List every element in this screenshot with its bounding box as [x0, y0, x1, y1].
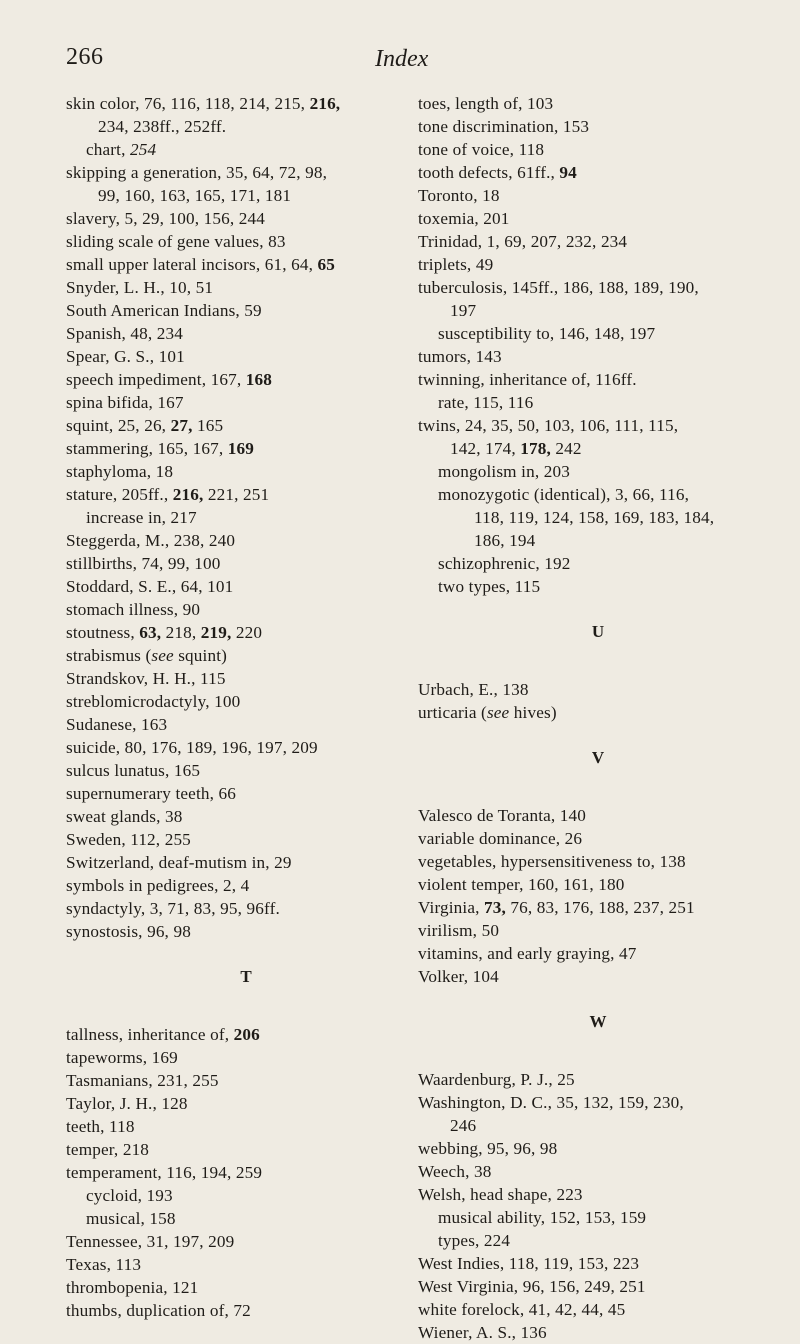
- entry-text: twins, 24, 35, 50, 103, 106, 111, 115,: [418, 416, 679, 435]
- entry-text: 246: [450, 1116, 477, 1135]
- index-entry: [418, 1321, 778, 1344]
- index-entry: [66, 920, 426, 943]
- index-entry: [66, 529, 426, 552]
- index-entry: [66, 483, 426, 506]
- index-entry: [66, 1092, 426, 1115]
- entry-text: tapeworms, 169: [66, 1048, 178, 1067]
- entry-text: thumbs, duplication of, 72: [66, 1301, 251, 1320]
- italic-reference: see: [151, 646, 174, 665]
- index-entry: [66, 1276, 426, 1299]
- index-entry: [418, 1091, 778, 1114]
- index-entry: [66, 828, 426, 851]
- index-entry: [418, 827, 778, 850]
- entry-text: slavery, 5, 29, 100, 156, 244: [66, 209, 265, 228]
- bold-page-reference: 178,: [520, 439, 551, 458]
- index-entry: [66, 1253, 426, 1276]
- index-entry: [418, 414, 778, 437]
- entry-text: cycloid, 193: [86, 1186, 173, 1205]
- entry-text: thrombopenia, 121: [66, 1278, 199, 1297]
- entry-text: 99, 160, 163, 165, 171, 181: [98, 186, 292, 205]
- entry-text: West Virginia, 96, 156, 249, 251: [418, 1277, 646, 1296]
- entry-text: Welsh, head shape, 223: [418, 1185, 583, 1204]
- index-entry: [66, 299, 426, 322]
- index-entry: [418, 701, 778, 724]
- entry-text: stammering, 165, 167,: [66, 439, 228, 458]
- running-title: Index: [375, 46, 429, 72]
- bold-page-reference: 94: [559, 163, 577, 182]
- index-entry: [66, 322, 426, 345]
- index-entry: [66, 368, 426, 391]
- index-entry: [66, 460, 426, 483]
- index-entry: [418, 965, 778, 988]
- entry-text: mongolism in, 203: [438, 462, 570, 481]
- index-entry: [418, 161, 778, 184]
- index-entry: [418, 184, 778, 207]
- entry-text: tooth defects, 61ff.,: [418, 163, 560, 182]
- entry-text: variable dominance, 26: [418, 829, 583, 848]
- index-entry: [418, 1160, 778, 1183]
- index-subentry: [418, 575, 778, 598]
- index-subentry: [418, 460, 778, 483]
- index-entry: [66, 552, 426, 575]
- entry-text: sulcus lunatus, 165: [66, 761, 201, 780]
- index-entry: [66, 1069, 426, 1092]
- index-entry: [66, 345, 426, 368]
- index-entry: [418, 919, 778, 942]
- entry-text: webbing, 95, 96, 98: [418, 1139, 558, 1158]
- index-column-left: [66, 92, 426, 1322]
- index-entry: [418, 942, 778, 965]
- index-entry: [418, 207, 778, 230]
- entry-text: squint, 25, 26,: [66, 416, 171, 435]
- index-entry: [66, 276, 426, 299]
- index-entry: [418, 115, 778, 138]
- entry-text: Wiener, A. S., 136: [418, 1323, 547, 1342]
- entry-text: streblomicrodactyly, 100: [66, 692, 241, 711]
- index-entry: [66, 253, 426, 276]
- entry-text: monozygotic (identical), 3, 66, 116,: [438, 485, 690, 504]
- entry-text: skin color, 76, 116, 118, 214, 215,: [66, 94, 310, 113]
- entry-text: skipping a generation, 35, 64, 72, 98,: [66, 163, 328, 182]
- index-entry: [418, 850, 778, 873]
- entry-text: Valesco de Toranta, 140: [418, 806, 587, 825]
- entry-text: supernumerary teeth, 66: [66, 784, 237, 803]
- index-entry: [66, 759, 426, 782]
- index-entry: [66, 161, 426, 184]
- index-entry: [418, 368, 778, 391]
- index-entry: [418, 138, 778, 161]
- index-entry: [66, 598, 426, 621]
- entry-text: Toronto, 18: [418, 186, 500, 205]
- entry-text: Tasmanians, 231, 255: [66, 1071, 219, 1090]
- index-subentry: [66, 138, 426, 161]
- index-subentry: [66, 1207, 426, 1230]
- entry-text: tone of voice, 118: [418, 140, 545, 159]
- index-entry: [418, 253, 778, 276]
- entry-text: sweat glands, 38: [66, 807, 183, 826]
- entry-text: stillbirths, 74, 99, 100: [66, 554, 221, 573]
- index-subentry: [66, 506, 426, 529]
- entry-text: tallness, inheritance of,: [66, 1025, 234, 1044]
- bold-page-reference: 206: [233, 1025, 260, 1044]
- entry-text: Sweden, 112, 255: [66, 830, 191, 849]
- index-entry: [66, 575, 426, 598]
- index-entry: [418, 345, 778, 368]
- index-entry: [66, 1299, 426, 1322]
- entry-text: speech impediment, 167,: [66, 370, 246, 389]
- entry-text: Taylor, J. H., 128: [66, 1094, 188, 1113]
- index-entry: [66, 644, 426, 667]
- bold-page-reference: 216,: [172, 485, 204, 504]
- entry-text: temperament, 116, 194, 259: [66, 1163, 263, 1182]
- entry-text: urticaria (: [418, 703, 487, 722]
- entry-text: small upper lateral incisors, 61, 64,: [66, 255, 318, 274]
- index-entry: [66, 230, 426, 253]
- entry-text: 142, 174,: [450, 439, 521, 458]
- entry-text: Weech, 38: [418, 1162, 492, 1181]
- index-entry: [66, 1023, 426, 1046]
- entry-text: Spanish, 48, 234: [66, 324, 183, 343]
- entry-text: vitamins, and early graying, 47: [418, 944, 637, 963]
- entry-text: 218,: [161, 623, 201, 642]
- entry-text: tuberculosis, 145ff., 186, 188, 189, 190,: [418, 278, 699, 297]
- entry-text: sliding scale of gene values, 83: [66, 232, 286, 251]
- entry-text: West Indies, 118, 119, 153, 223: [418, 1254, 640, 1273]
- entry-text: types, 224: [438, 1231, 511, 1250]
- index-column-right: [418, 92, 778, 1344]
- entry-text: 186, 194: [474, 531, 536, 550]
- entry-text: Stoddard, S. E., 64, 101: [66, 577, 234, 596]
- entry-text: Urbach, E., 138: [418, 680, 529, 699]
- entry-text: Steggerda, M., 238, 240: [66, 531, 236, 550]
- index-entry: [66, 736, 426, 759]
- index-entry-continuation: [418, 1114, 778, 1137]
- entry-text: 220: [231, 623, 263, 642]
- entry-text: toes, length of, 103: [418, 94, 554, 113]
- entry-text: white forelock, 41, 42, 44, 45: [418, 1300, 626, 1319]
- index-entry: [66, 1230, 426, 1253]
- index-entry-continuation: [418, 437, 778, 460]
- entry-text: spina bifida, 167: [66, 393, 184, 412]
- entry-text: vegetables, hypersensitiveness to, 138: [418, 852, 686, 871]
- entry-text: squint): [173, 646, 228, 665]
- italic-reference: see: [486, 703, 510, 722]
- entry-text: symbols in pedigrees, 2, 4: [66, 876, 250, 895]
- bold-page-reference: 27,: [170, 416, 193, 435]
- entry-text: Trinidad, 1, 69, 207, 232, 234: [418, 232, 628, 251]
- index-entry: [66, 1115, 426, 1138]
- entry-text: tumors, 143: [418, 347, 502, 366]
- entry-text: 197: [450, 301, 477, 320]
- index-entry: [66, 414, 426, 437]
- entry-text: Strandskov, H. H., 115: [66, 669, 226, 688]
- bold-page-reference: 169: [227, 439, 255, 458]
- bold-page-reference: 219,: [200, 623, 232, 642]
- index-entry: [418, 873, 778, 896]
- entry-text: susceptibility to, 146, 148, 197: [438, 324, 656, 343]
- index-entry: [418, 1183, 778, 1206]
- entry-text: strabismus (: [66, 646, 152, 665]
- index-subentry: [418, 483, 778, 506]
- index-entry: [66, 207, 426, 230]
- index-entry: [418, 1252, 778, 1275]
- index-entry: [66, 690, 426, 713]
- entry-text: 221, 251: [203, 485, 270, 504]
- index-entry: [66, 897, 426, 920]
- index-entry: [418, 1298, 778, 1321]
- entry-text: tone discrimination, 153: [418, 117, 590, 136]
- entry-text: 242: [550, 439, 582, 458]
- entry-text: two types, 115: [438, 577, 541, 596]
- index-entry-continuation: [66, 115, 426, 138]
- index-subentry: [418, 1206, 778, 1229]
- index-entry-continuation: [418, 506, 778, 529]
- entry-text: Washington, D. C., 35, 132, 159, 230,: [418, 1093, 684, 1112]
- entry-text: stoutness,: [66, 623, 140, 642]
- entry-text: musical ability, 152, 153, 159: [438, 1208, 647, 1227]
- page-number: 266: [66, 44, 104, 70]
- index-entry: [66, 1046, 426, 1069]
- index-entry: [66, 667, 426, 690]
- index-subentry: [418, 391, 778, 414]
- entry-text: 76, 83, 176, 188, 237, 251: [505, 898, 695, 917]
- entry-text: twinning, inheritance of, 116ff.: [418, 370, 637, 389]
- index-entry: [418, 804, 778, 827]
- index-entry: [66, 713, 426, 736]
- index-entry: [418, 1137, 778, 1160]
- index-entry: [66, 874, 426, 897]
- entry-text: schizophrenic, 192: [438, 554, 571, 573]
- entry-text: chart,: [86, 140, 130, 159]
- entry-text: Tennessee, 31, 197, 209: [66, 1232, 235, 1251]
- entry-text: hives): [509, 703, 557, 722]
- index-subentry: [418, 552, 778, 575]
- bold-page-reference: 73,: [484, 898, 506, 917]
- entry-text: Sudanese, 163: [66, 715, 168, 734]
- entry-text: Snyder, L. H., 10, 51: [66, 278, 214, 297]
- entry-text: toxemia, 201: [418, 209, 510, 228]
- index-entry-continuation: [66, 184, 426, 207]
- index-entry: [418, 1068, 778, 1091]
- bold-page-reference: 168: [245, 370, 272, 389]
- entry-text: virilism, 50: [418, 921, 500, 940]
- entry-text: musical, 158: [86, 1209, 176, 1228]
- index-subentry: [418, 1229, 778, 1252]
- entry-text: temper, 218: [66, 1140, 150, 1159]
- entry-text: teeth, 118: [66, 1117, 135, 1136]
- section-letter: V: [591, 748, 605, 767]
- entry-text: staphyloma, 18: [66, 462, 174, 481]
- entry-text: South American Indians, 59: [66, 301, 262, 320]
- entry-text: Texas, 113: [66, 1255, 142, 1274]
- index-entry: [418, 896, 778, 919]
- index-entry: [66, 805, 426, 828]
- index-entry: [66, 851, 426, 874]
- entry-text: Switzerland, deaf-mutism in, 29: [66, 853, 292, 872]
- entry-text: synostosis, 96, 98: [66, 922, 191, 941]
- entry-text: Virginia,: [418, 898, 485, 917]
- index-entry: [418, 1275, 778, 1298]
- entry-text: Waardenburg, P. J., 25: [418, 1070, 575, 1089]
- index-entry: [66, 437, 426, 460]
- entry-text: violent temper, 160, 161, 180: [418, 875, 625, 894]
- index-entry-continuation: [418, 529, 778, 552]
- entry-text: increase in, 217: [86, 508, 197, 527]
- entry-text: stature, 205ff.,: [66, 485, 173, 504]
- entry-text: Volker, 104: [418, 967, 499, 986]
- index-entry: [66, 1161, 426, 1184]
- index-entry: [66, 1138, 426, 1161]
- entry-text: triplets, 49: [418, 255, 494, 274]
- index-entry: [418, 678, 778, 701]
- entry-text: 234, 238ff., 252ff.: [98, 117, 227, 136]
- index-entry-continuation: [418, 299, 778, 322]
- index-subentry: [418, 322, 778, 345]
- index-subentry: [66, 1184, 426, 1207]
- index-entry: [418, 230, 778, 253]
- index-entry: [66, 92, 426, 115]
- bold-page-reference: 65: [317, 255, 336, 274]
- bold-page-reference: 63,: [139, 623, 162, 642]
- index-entry: [418, 92, 778, 115]
- entry-text: stomach illness, 90: [66, 600, 201, 619]
- section-letter: U: [591, 622, 605, 641]
- section-letter: W: [589, 1012, 607, 1031]
- entry-text: Spear, G. S., 101: [66, 347, 185, 366]
- entry-text: syndactyly, 3, 71, 83, 95, 96ff.: [66, 899, 280, 918]
- bold-page-reference: 216,: [309, 94, 341, 113]
- entry-text: 165: [192, 416, 224, 435]
- entry-text: 118, 119, 124, 158, 169, 183, 184,: [474, 508, 715, 527]
- section-letter: T: [240, 967, 252, 986]
- entry-text: rate, 115, 116: [438, 393, 534, 412]
- index-entry: [418, 276, 778, 299]
- index-entry: [66, 391, 426, 414]
- entry-text: suicide, 80, 176, 189, 196, 197, 209: [66, 738, 318, 757]
- italic-reference: 254: [130, 140, 157, 159]
- index-entry: [66, 782, 426, 805]
- index-entry: [66, 621, 426, 644]
